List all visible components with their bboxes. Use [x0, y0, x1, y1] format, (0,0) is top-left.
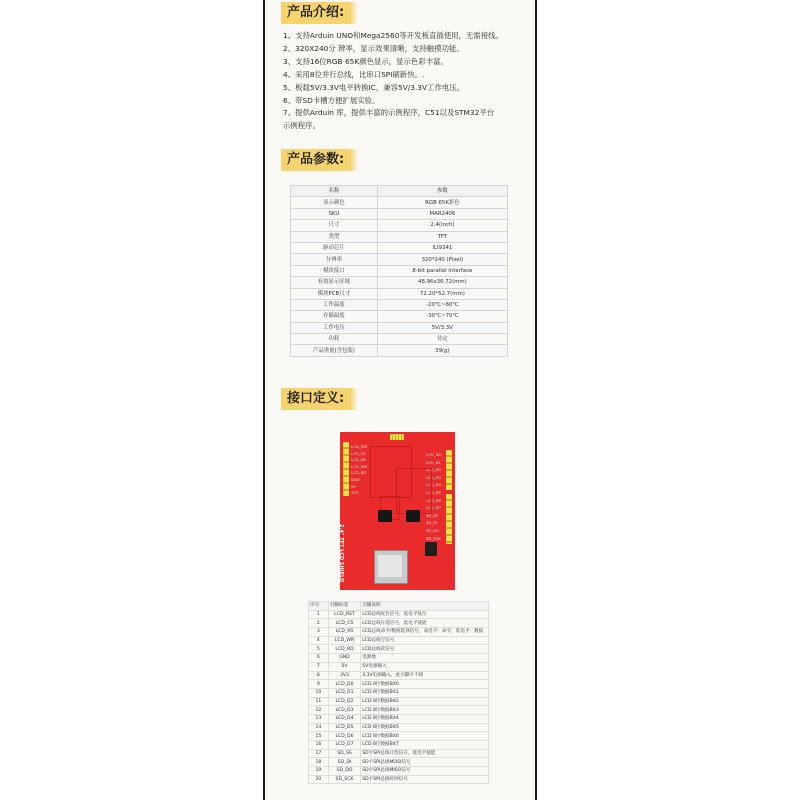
pin-index-cell: 5	[309, 645, 329, 654]
table-row	[309, 758, 489, 767]
spec-value-cell: RGB 65K彩色	[377, 197, 507, 208]
pin-label-cell: SD_SCK	[328, 775, 360, 784]
spec-row	[291, 220, 508, 231]
left-pin-header	[343, 442, 349, 496]
product-detail-column	[265, 0, 535, 800]
pin-index-cell: 11	[309, 697, 329, 706]
board-pin-label: GND	[351, 477, 360, 482]
pin-index-cell: 2	[309, 619, 329, 628]
pin-desc-cell: LCD 8位数据Bit1	[361, 688, 489, 697]
spec-row	[291, 277, 508, 288]
table-row	[309, 619, 489, 628]
pin-desc-cell: LCD总线读信号	[361, 645, 489, 654]
sd-card-slot	[374, 550, 408, 584]
spec-row	[291, 197, 508, 208]
spec-row	[291, 265, 508, 276]
pin-label-cell: LCD_D3	[328, 706, 360, 715]
pin-desc-cell: LCD总线写信号	[361, 636, 489, 645]
interface-heading: 接口定义:	[281, 388, 350, 410]
pin-label-cell: LCD_D4	[328, 714, 360, 723]
board-pin-label: LCD_RST	[351, 444, 368, 449]
pin-index-cell: 8	[309, 671, 329, 680]
spec-header-name: 名称	[291, 186, 378, 197]
pin-label-cell: LCD_D2	[328, 697, 360, 706]
pin-desc-cell: LCD总线复位信号，低电平复位	[361, 610, 489, 619]
pin-desc-cell: LCD 8位数据Bit3	[361, 706, 489, 715]
left-margin	[0, 0, 263, 800]
table-row	[309, 767, 489, 776]
pin-desc-cell: 3.3V电源输入，此引脚可不接	[361, 671, 489, 680]
board-pin-label: LCD_RS	[351, 457, 366, 463]
feature-item: 6、带SD卡槽方便扩展实验。	[283, 95, 380, 105]
table-row	[309, 688, 489, 697]
pin-desc-cell: SD卡SPI总线片选信号，低电平使能	[361, 749, 489, 758]
spec-row	[291, 208, 508, 219]
spec-value-cell: 2.4(inch)	[377, 220, 507, 231]
pin-label-cell: GND	[328, 654, 360, 663]
level-shifter-chip	[378, 510, 392, 522]
lcd-shield-board-photo	[340, 432, 455, 590]
pin-label-cell: LCD_D6	[328, 732, 360, 741]
table-row	[309, 654, 489, 663]
pcb-trace	[396, 468, 432, 514]
board-pin-label: 3V3	[351, 490, 359, 496]
right-margin	[537, 0, 800, 800]
pin-label-cell: SD_DI	[328, 758, 360, 767]
spec-value-cell: -30℃~70℃	[377, 311, 507, 322]
pin-index-cell: 14	[309, 723, 329, 732]
pin-label-cell: 5V	[328, 662, 360, 671]
spec-header-row	[291, 186, 508, 197]
spec-name-cell: 功耗	[291, 334, 378, 345]
right-pin-header-top	[446, 450, 452, 490]
pin-desc-cell: SD卡SPI总线MOSI信号	[361, 758, 489, 767]
board-pin-label: LCD_WR	[351, 463, 367, 469]
spec-table	[290, 185, 508, 357]
table-row	[309, 741, 489, 750]
pin-desc-cell: LCD 8位数据Bit7	[361, 741, 489, 750]
pin-label-cell: LCD_D0	[328, 680, 360, 689]
pin-desc-cell: SD卡SPI总线MISO信号	[361, 767, 489, 776]
table-row	[309, 697, 489, 706]
board-pin-label: LCD_D6	[426, 497, 441, 503]
pin-index-cell: 10	[309, 688, 329, 697]
pin-index-cell: 18	[309, 758, 329, 767]
spec-value-cell: 8-bit parallel interface	[377, 265, 507, 276]
table-row	[309, 628, 489, 637]
pin-label-cell: LCD_RD	[328, 645, 360, 654]
pin-header-row	[309, 602, 489, 611]
pin-index-cell: 9	[309, 680, 329, 689]
spec-value-cell: 39(g)	[377, 345, 507, 356]
spec-row	[291, 311, 508, 322]
pin-index-cell: 13	[309, 714, 329, 723]
board-pin-label: LCD_D0	[426, 452, 441, 457]
spec-name-cell: 产品重量(含包装)	[291, 345, 378, 356]
pin-index-cell: 19	[309, 767, 329, 776]
board-pin-label: 5V	[351, 483, 357, 489]
pin-index-cell: 3	[309, 628, 329, 637]
pin-body	[309, 610, 489, 784]
spec-name-cell: 类型	[291, 231, 378, 242]
table-row	[309, 662, 489, 671]
pin-header-index: 序号	[309, 602, 329, 611]
board-pin-label: SD_SS	[426, 512, 439, 518]
spec-name-cell: 有效显示区域	[291, 277, 378, 288]
table-row	[309, 610, 489, 619]
table-row	[309, 732, 489, 741]
pin-desc-cell: LCD 8位数据Bit4	[361, 714, 489, 723]
feature-item: 示例程序。	[283, 121, 320, 131]
spec-value-cell: 320*240 (Pixel)	[377, 254, 507, 265]
spec-name-cell: 分辨率	[291, 254, 378, 265]
pin-definition-table	[308, 601, 489, 784]
spec-body	[291, 197, 508, 356]
pin-label-cell: LCD_CS	[328, 619, 360, 628]
spec-name-cell: 驱动芯片	[291, 242, 378, 253]
pin-index-cell: 4	[309, 636, 329, 645]
spec-name-cell: 工作温度	[291, 299, 378, 310]
spec-row	[291, 288, 508, 299]
spec-name-cell: 模块PCB尺寸	[291, 288, 378, 299]
feature-item: 2、320X240分 辨率，显示效果清晰，支持触摸功能。	[283, 43, 464, 53]
pin-desc-cell: LCD 8位数据Bit6	[361, 732, 489, 741]
feature-item: 7、提供Arduin 库，提供丰富的示例程序，C51以及STM32平台	[283, 108, 495, 118]
spec-row	[291, 345, 508, 356]
table-row	[309, 723, 489, 732]
table-row	[309, 636, 489, 645]
spec-name-cell: 存储温度	[291, 311, 378, 322]
pin-index-cell: 7	[309, 662, 329, 671]
spec-name-cell: SKU	[291, 208, 378, 219]
pin-label-cell: LCD_RST	[328, 610, 360, 619]
spec-header-value: 参数	[377, 186, 507, 197]
feature-list	[283, 30, 533, 133]
pin-label-cell: SD_SS	[328, 749, 360, 758]
board-pin-label: LCD_D7	[426, 505, 441, 511]
table-row	[309, 706, 489, 715]
pin-label-cell: SD_DO	[328, 767, 360, 776]
pin-index-cell: 1	[309, 610, 329, 619]
board-pin-label: SD_DI	[426, 520, 438, 526]
spec-row	[291, 242, 508, 253]
table-row	[309, 645, 489, 654]
spec-value-cell: ILI9341	[377, 242, 507, 253]
spec-row	[291, 231, 508, 242]
spec-value-cell: 待定	[377, 334, 507, 345]
spec-row	[291, 334, 508, 345]
spec-value-cell: MAR2406	[377, 208, 507, 219]
pin-label-cell: LCD_D7	[328, 741, 360, 750]
pin-desc-cell: LCD 8位数据Bit2	[361, 697, 489, 706]
pin-desc-cell: 5V电源输入	[361, 662, 489, 671]
pin-index-cell: 12	[309, 706, 329, 715]
pin-desc-cell: SD卡SPI总线时钟信号	[361, 775, 489, 784]
spec-value-cell: 72.20*52.7(mm)	[377, 288, 507, 299]
table-row	[309, 680, 489, 689]
pin-desc-cell: 电源地	[361, 654, 489, 663]
board-pin-label: SD_SCK	[426, 535, 441, 541]
spec-value-cell: -20℃~60℃	[377, 299, 507, 310]
params-heading: 产品参数:	[281, 149, 350, 171]
pin-label-cell: 3V3	[328, 671, 360, 680]
board-pin-label: LCD_D3	[426, 474, 441, 480]
spec-row	[291, 254, 508, 265]
pin-index-cell: 20	[309, 775, 329, 784]
spec-name-cell: 尺寸	[291, 220, 378, 231]
pin-label-cell: LCD_WR	[328, 636, 360, 645]
feature-item: 1、支持Arduin UNO和Mega2560等开发板直插使用，无需接线。	[283, 31, 503, 40]
board-pin-label: LCD_D2	[426, 467, 441, 473]
table-row	[309, 749, 489, 758]
board-silkscreen-text: 2.4" TFT LCD SHIELD	[338, 524, 344, 583]
pin-label-cell: LCD_RS	[328, 628, 360, 637]
right-pin-header-bottom	[446, 494, 452, 544]
feature-item: 5、板载5V/3.3V电平转换IC，兼容5V/3.3V工作电压。	[283, 82, 465, 92]
spec-name-cell: 模块接口	[291, 265, 378, 276]
spec-name-cell: 工作电压	[291, 322, 378, 333]
board-pin-label: LCD_D5	[426, 490, 441, 495]
pin-index-cell: 16	[309, 741, 329, 750]
pin-desc-cell: LCD 8位数据Bit5	[361, 723, 489, 732]
pin-index-cell: 17	[309, 749, 329, 758]
feature-item: 3、支持16位RGB 65K颜色显示，显示色彩丰富。	[283, 56, 448, 66]
table-row	[309, 671, 489, 680]
spec-value-cell: 48.96x36.72(mm)	[377, 277, 507, 288]
table-row	[309, 714, 489, 723]
table-row	[309, 775, 489, 784]
pin-label-cell: LCD_D5	[328, 723, 360, 732]
board-pin-label: LCD_RD	[351, 470, 367, 476]
pin-label-cell: LCD_D1	[328, 688, 360, 697]
pin-desc-cell: LCD 8位数据Bit0	[361, 680, 489, 689]
voltage-regulator	[425, 542, 437, 556]
board-pin-label: LCD_CS	[351, 450, 366, 456]
pin-header-desc: 引脚说明	[361, 602, 489, 611]
spec-value-cell: 5V/3.3V	[377, 322, 507, 333]
top-pin-row	[390, 434, 404, 440]
pin-desc-cell: LCD总线片选信号，低电平使能	[361, 619, 489, 628]
board-pin-label: LCD_D4	[426, 482, 441, 488]
spec-value-cell: TFT	[377, 231, 507, 242]
pin-desc-cell: LCD总线命令/数据选择信号，高电平：命令，低电平：数据	[361, 628, 489, 637]
board-pin-label: SD_DO	[426, 528, 440, 533]
pin-index-cell: 15	[309, 732, 329, 741]
pin-header-label: 引脚标签	[328, 602, 360, 611]
intro-heading: 产品介绍:	[281, 2, 350, 24]
pin-index-cell: 6	[309, 654, 329, 663]
spec-row	[291, 299, 508, 310]
feature-item: 4、采用8位并行总线，比串口SPI刷新快。.	[283, 69, 425, 79]
board-pin-label: LCD_D1	[426, 459, 441, 465]
spec-name-cell: 显示颜色	[291, 197, 378, 208]
spec-row	[291, 322, 508, 333]
level-shifter-chip	[406, 510, 420, 522]
